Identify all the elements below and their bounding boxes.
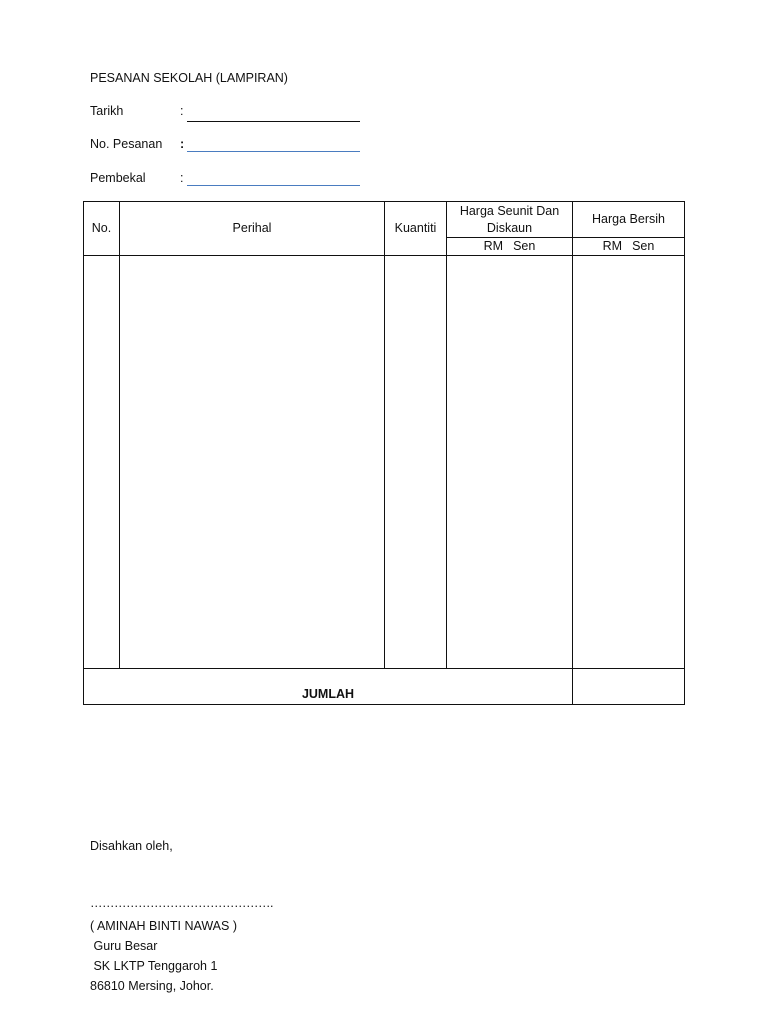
field-label-tarikh: Tarikh <box>90 104 124 118</box>
subheader-harga-seunit-rm-sen <box>447 238 573 256</box>
header-no: No. <box>84 202 120 256</box>
cell-perihal[interactable] <box>120 256 385 669</box>
header-perihal: Perihal <box>120 202 385 256</box>
rm-label: RM <box>602 239 623 253</box>
school-name: SK LKTP Tenggaroh 1 <box>90 959 218 973</box>
field-colon-tarikh: : <box>180 104 184 118</box>
pembekal-field[interactable] <box>187 185 360 186</box>
cell-harga-bersih[interactable] <box>573 256 685 669</box>
sen-label: Sen <box>632 239 655 253</box>
field-label-no-pesanan: No. Pesanan <box>90 137 163 151</box>
field-colon-pembekal: : <box>180 171 184 185</box>
signatory-name: ( AMINAH BINTI NAWAS ) <box>90 919 237 933</box>
cell-kuantiti[interactable] <box>385 256 447 669</box>
school-address: 86810 Mersing, Johor. <box>90 979 214 993</box>
total-label: JUMLAH <box>84 669 573 705</box>
total-value-cell[interactable] <box>573 669 685 705</box>
rm-label: RM <box>483 239 504 253</box>
field-label-pembekal: Pembekal <box>90 171 146 185</box>
header-harga-bersih: Harga Bersih <box>573 202 685 238</box>
order-table <box>83 201 684 705</box>
approval-label: Disahkan oleh, <box>90 839 173 853</box>
header-kuantiti: Kuantiti <box>385 202 447 256</box>
cell-no[interactable] <box>84 256 120 669</box>
sen-label: Sen <box>513 239 536 253</box>
document-title: PESANAN SEKOLAH (LAMPIRAN) <box>90 71 288 85</box>
no-pesanan-field[interactable] <box>187 151 360 152</box>
cell-harga-seunit[interactable] <box>447 256 573 669</box>
subheader-harga-bersih-rm-sen <box>573 238 685 256</box>
field-colon-no-pesanan: : <box>180 137 185 151</box>
signature-line: ………………………………………. <box>90 896 273 910</box>
tarikh-field[interactable] <box>187 121 360 122</box>
signatory-position: Guru Besar <box>90 939 158 953</box>
header-harga-seunit: Harga Seunit Dan Diskaun <box>447 202 573 238</box>
